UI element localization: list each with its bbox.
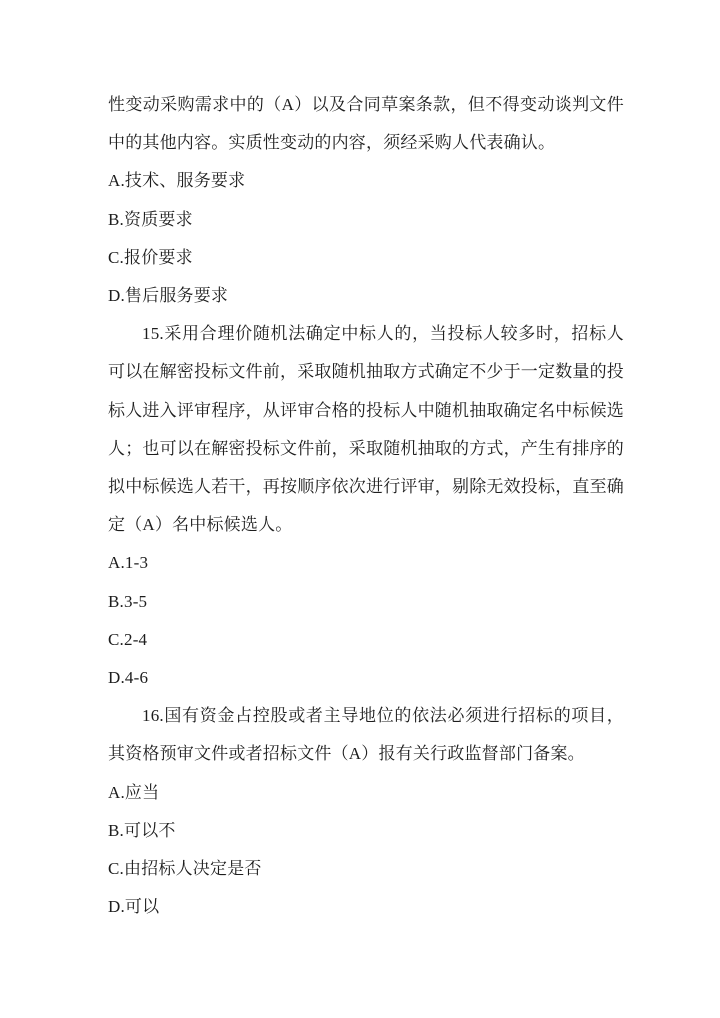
paragraph-question-continuation: 性变动采购需求中的（A）以及合同草案条款，但不得变动谈判文件中的其他内容。实质性变动的内容，须经采购人代表确认。	[108, 95, 624, 153]
group1-option-b: B.资质要求	[108, 209, 193, 229]
q15-option-b: B.3-5	[108, 591, 148, 611]
q15-option-a: A.1-3	[108, 553, 149, 573]
q15-option-c: C.2-4	[108, 629, 148, 649]
group1-option-a: A.技术、服务要求	[108, 171, 246, 191]
question-15-text: 15.采用合理价随机法确定中标人的，当投标人较多时，招标人可以在解密投标文件前，采取随机抽取方式确定不少于一定数量的投标人进入评审程序，从评审合格的投标人中随机抽取确定名中标候选人；也可以在解密投标文件前，采取随机抽取的方式，产生有排序的拟中标候选人若干，再按顺序依次进行评审，剔除无效投标，直至确定（A）名中标候选人。	[108, 324, 624, 535]
q16-option-d: D.可以	[108, 897, 160, 917]
q16-option-a: A.应当	[108, 782, 160, 802]
document-content	[108, 86, 624, 926]
q16-option-c: C.由招标人决定是否	[108, 859, 262, 879]
group1-option-c: C.报价要求	[108, 247, 193, 267]
q15-option-d: D.4-6	[108, 668, 149, 688]
question-16-text: 16.国有资金占控股或者主导地位的依法必须进行招标的项目，其资格预审文件或者招标文件（A）报有关行政监督部门备案。	[108, 706, 624, 764]
group1-option-d: D.售后服务要求	[108, 286, 229, 306]
q16-option-b: B.可以不	[108, 820, 176, 840]
